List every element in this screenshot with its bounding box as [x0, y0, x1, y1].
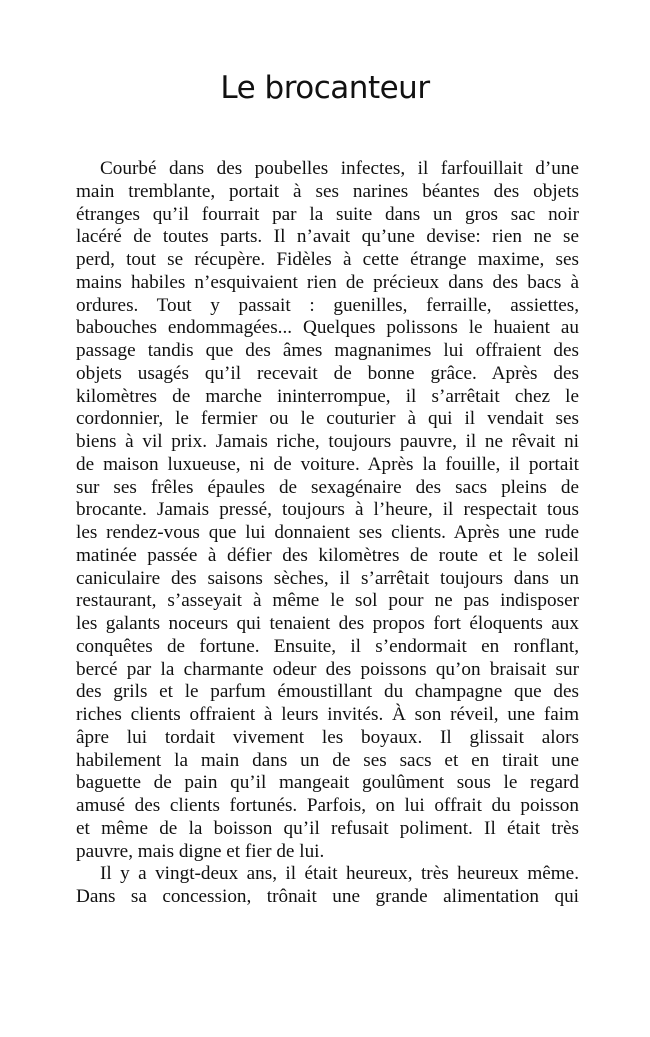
text-line: et même de la boisson qu’il refusait poliment. Il était très [76, 817, 579, 839]
text-line: kilomètres de marche ininterrompue, il s’arrêtait chez le [76, 385, 579, 407]
text-line: lacéré de toutes parts. Il n’avait qu’une devise: rien ne se [76, 226, 579, 248]
text-line: les galants noceurs qui tenaient des propos fort éloquents aux [76, 613, 579, 634]
text-line: conquêtes de fortune. Ensuite, il s’endormait en ronflant, [76, 635, 579, 657]
text-line: objets usagés qu’il recevait de bonne grâce. Après des [76, 362, 579, 384]
text-line: Il y a vingt-deux ans, il était heureux, très heureux même. [100, 863, 579, 885]
text-line: riches clients offraient à leurs invités. À son réveil, une faim [76, 704, 579, 725]
text-line: baguette de pain qu’il mangeait goulûment sous le regard [76, 772, 579, 794]
text-line: babouches endommagées... Quelques polissons le huaient au [76, 317, 579, 339]
text-line: habilement la main dans un de ses sacs et en tirait une [76, 749, 579, 771]
text-line: mains habiles n’esquivaient rien de précieux dans des bacs à [76, 271, 579, 293]
text-line: de maison luxueuse, ni de voiture. Après la fouille, il portait [76, 453, 579, 475]
text-line: âpre lui tordait vivement les boyaux. Il glissait alors [76, 726, 579, 748]
chapter-title: Le brocanteur [220, 70, 430, 106]
text-line: perd, tout se récupère. Fidèles à cette étrange maxime, ses [76, 249, 579, 270]
text-line: biens à vil prix. Jamais riche, toujours pauvre, il ne rêvait ni [76, 431, 579, 452]
paragraph-2 [76, 863, 579, 909]
text-line: cordonnier, le fermier ou le couturier à qui il vendait ses [76, 408, 579, 430]
text-line: caniculaire des saisons sèches, il s’arrêtait toujours dans un [76, 567, 579, 589]
text-line: pauvre, mais digne et fier de lui. [76, 840, 325, 862]
text-line: Courbé dans des poubelles infectes, il farfouillait d’une [100, 158, 579, 179]
text-line: des grils et le parfum émoustillant du champagne que des [76, 681, 579, 703]
text-line: sur ses frêles épaules de sexagénaire des sacs pleins de [76, 476, 579, 498]
text-line: main tremblante, portait à ses narines béantes des objets [76, 180, 579, 202]
text-line: matinée passée à défier des kilomètres de route et le soleil [76, 544, 579, 566]
text-line: amusé des clients fortunés. Parfois, on lui offrait du poisson [76, 795, 579, 816]
text-line: brocante. Jamais pressé, toujours à l’heure, il respectait tous [76, 499, 579, 521]
text-line: Dans sa concession, trônait une grande alimentation qui [76, 886, 579, 907]
text-line: bercé par la charmante odeur des poissons qu’on braisait sur [76, 658, 579, 680]
chapter-body [76, 158, 579, 909]
text-line: restaurant, s’asseyait à même le sol pour ne pas indisposer [76, 590, 579, 612]
text-line: étranges qu’il fourrait par la suite dans un gros sac noir [76, 203, 579, 225]
text-line: passage tandis que des âmes magnanimes lui offraient des [76, 340, 579, 361]
text-line: ordures. Tout y passait : guenilles, ferraille, assiettes, [76, 294, 579, 316]
paragraph-1 [76, 158, 579, 863]
text-line: les rendez-vous que lui donnaient ses clients. Après une rude [76, 522, 579, 543]
